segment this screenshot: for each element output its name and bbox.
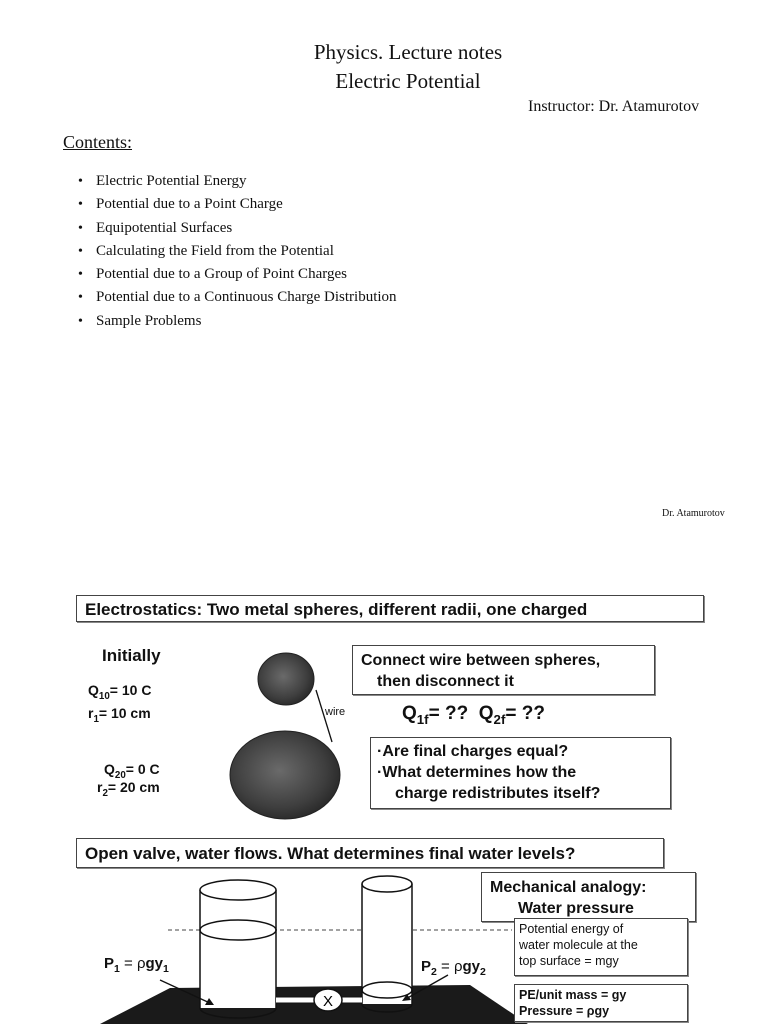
pe2-line: PE/unit mass = gy: [519, 988, 627, 1002]
pe-line: water molecule at the: [519, 938, 638, 952]
pressure-box: [514, 984, 688, 1022]
potential-energy-box: [514, 918, 688, 976]
question-line: charge redistributes itself?: [395, 785, 601, 802]
questions-box: [370, 737, 671, 809]
valve-question-box: Open valve, water flows. What determines final water levels?: [76, 838, 664, 868]
r1-label: $r_1= 10$ cm: [88, 705, 151, 725]
pe-line: top surface = mgy: [519, 954, 619, 968]
right-cylinder: [362, 876, 412, 1012]
mechanical-analogy-box: [481, 872, 696, 922]
pe-line: Potential energy of: [519, 922, 624, 936]
wire-label: wire: [325, 706, 346, 718]
large-sphere: [230, 731, 340, 819]
r2-label: $r_2= 20$ cm: [97, 779, 160, 799]
footer-author: Dr. Atamurotov: [662, 508, 725, 519]
contents-heading: Contents:: [63, 132, 133, 152]
ground-surface: [100, 985, 528, 1024]
contents-item: • Potential due to a Group of Point Charges: [78, 263, 397, 286]
q20-label: $Q_{20}= 0$ C: [104, 761, 160, 781]
p2-formula: $P_2 = \rho gy_2$: [421, 958, 486, 978]
initially-label: Initially: [102, 646, 161, 665]
contents-item: • Sample Problems: [78, 310, 397, 333]
small-sphere: [258, 653, 314, 705]
contents-item: • Calculating the Field from the Potential: [78, 240, 397, 263]
question-line: ·Are final charges equal?: [377, 743, 569, 760]
p1-formula: $P_1 = \rho gy_1$: [104, 955, 169, 975]
connect-line: Connect wire between spheres,: [361, 652, 601, 669]
left-cylinder: [200, 880, 276, 1018]
contents-item: • Potential due to a Point Charge: [78, 193, 397, 216]
question-line: ·What determines how the: [377, 764, 577, 781]
q10-label: $Q_{10}= 10$ C: [88, 682, 152, 702]
contents-item: • Electric Potential Energy: [78, 170, 397, 193]
contents-item: • Equipotential Surfaces: [78, 217, 397, 240]
page-title: Physics. Lecture notes: [313, 40, 503, 64]
slide-title: Electrostatics: Two metal spheres, different radii, one charged: [76, 595, 704, 622]
mech-line: Mechanical analogy:: [490, 879, 647, 896]
connect-instruction-box: [352, 645, 655, 695]
mech-line: Water pressure: [518, 900, 634, 917]
instructor-line: Instructor: Dr. Atamurotov: [528, 98, 700, 115]
valve-symbol: X: [322, 993, 334, 1010]
contents-item: • Potential due to a Continuous Charge Distribution: [78, 286, 397, 309]
pe2-line: Pressure = ρgy: [519, 1004, 610, 1018]
page-subtitle: Electric Potential: [335, 69, 481, 93]
final-charges-question: $Q_{1f}=$ ?? $Q_{2f}=$ ??: [402, 703, 545, 727]
connect-line: then disconnect it: [377, 673, 514, 690]
